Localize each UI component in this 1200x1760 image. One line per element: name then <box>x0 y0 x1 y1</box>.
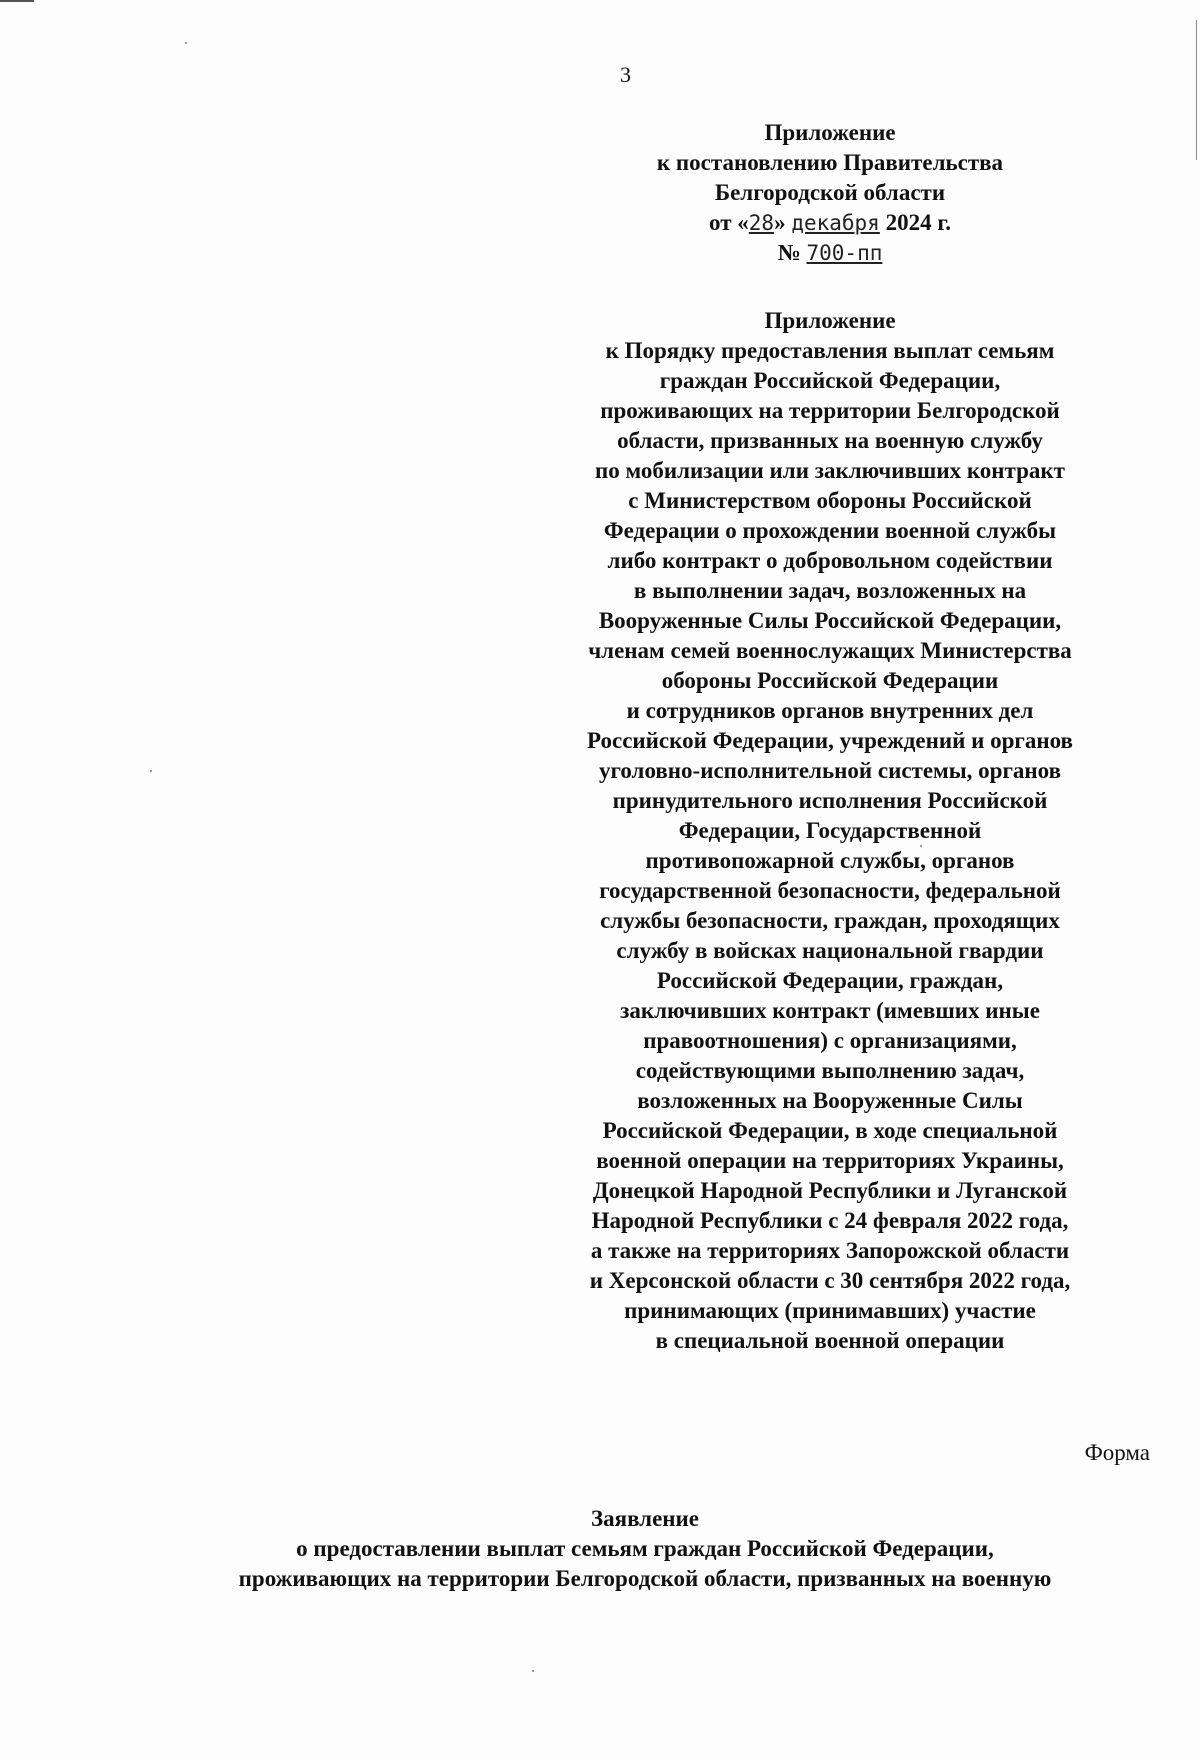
appendix-number <box>520 238 1140 268</box>
scan-speck <box>532 1670 534 1672</box>
form-label: Форма <box>1084 1440 1150 1465</box>
appendix-line: и сотрудников органов внутренних дел <box>626 698 1034 723</box>
appendix-line: заключивших контракт (имевших иные <box>620 998 1040 1023</box>
statement-subtitle <box>0 1534 1200 1594</box>
appendix-header-procedure <box>520 306 1140 1356</box>
appendix-line: обороны Российской Федерации <box>661 668 999 693</box>
appendix-line: проживающих на территории Белгородской <box>600 398 1060 423</box>
appendix-line: и Херсонской области с 30 сентября 2022 года, <box>589 1268 1071 1293</box>
appendix-line: а также на территориях Запорожской области <box>590 1238 1070 1263</box>
appendix-line: либо контракт о добровольном содействии <box>607 548 1053 573</box>
date-mid: » <box>774 210 792 235</box>
date-year: 2024 г. <box>879 210 951 235</box>
date-month: декабря <box>791 211 880 235</box>
appendix-title: Приложение <box>764 120 896 145</box>
appendix-line: Федерации о прохождении военной службы <box>603 518 1057 543</box>
appendix-line: по мобилизации или заключивших контракт <box>595 458 1065 483</box>
appendix-line: граждан Российской Федерации, <box>659 368 1001 393</box>
appendix-line: Белгородской области <box>714 180 946 205</box>
appendix-line: членам семей военнослужащих Министерства <box>588 638 1072 663</box>
date-prefix: от « <box>709 210 749 235</box>
scan-speck <box>185 42 187 44</box>
appendix-title: Приложение <box>764 308 896 333</box>
scan-speck <box>150 770 152 772</box>
statement-line: о предоставлении выплат семьям граждан Российской Федерации, <box>296 1536 994 1561</box>
appendix-line: службы безопасности, граждан, проходящих <box>600 908 1060 933</box>
appendix-line: уголовно-исполнительной системы, органов <box>598 758 1061 783</box>
scan-mark <box>0 0 34 2</box>
appendix-header-resolution <box>520 118 1140 268</box>
appendix-line: принимающих (принимавших) участие <box>624 1298 1036 1323</box>
scan-edge-line <box>1196 20 1197 160</box>
appendix-lines <box>520 336 1140 1356</box>
appendix-line: возложенных на Вооруженные Силы <box>637 1088 1023 1113</box>
appendix-line: Российской Федерации, граждан, <box>656 968 1004 993</box>
appendix-line: государственной безопасности, федеральной <box>599 878 1061 903</box>
appendix-line: Российской Федерации, в ходе специальной <box>602 1118 1058 1143</box>
appendix-line: военной операции на территориях Украины, <box>596 1148 1064 1173</box>
appendix-line: области, призванных на военную службу <box>617 428 1043 453</box>
page-number: 3 <box>620 62 631 87</box>
appendix-line: противопожарной службы, органов <box>645 848 1015 873</box>
appendix-line: Российской Федерации, учреждений и органов <box>587 728 1073 753</box>
appendix-line: Донецкой Народной Республики и Луганской <box>592 1178 1068 1203</box>
appendix-line: к Порядку предоставления выплат семьям <box>605 338 1055 363</box>
appendix-line: правоотношения) с организациями, <box>643 1028 1017 1053</box>
appendix-line: Федерации, Государственной <box>678 818 982 843</box>
appendix-line: с Министерством обороны Российской <box>628 488 1032 513</box>
statement-line: проживающих на территории Белгородской области, призванных на военную <box>238 1566 1052 1591</box>
appendix-date <box>520 208 1140 238</box>
appendix-line: Вооруженные Силы Российской Федерации, <box>598 608 1062 633</box>
appendix-line: принудительного исполнения Российской <box>612 788 1048 813</box>
statement-title: Заявление <box>590 1506 700 1531</box>
appendix-line: в выполнении задач, возложенных на <box>633 578 1027 603</box>
date-day: 28 <box>748 211 775 235</box>
number-prefix: № <box>777 240 807 265</box>
appendix-line: в специальной военной операции <box>655 1328 1005 1353</box>
appendix-line: службу в войсках национальной гвардии <box>616 938 1044 963</box>
appendix-line: Народной Республики с 24 февраля 2022 года, <box>591 1208 1069 1233</box>
appendix-line: содействующими выполнению задач, <box>635 1058 1025 1083</box>
number-value: 700-пп <box>806 241 883 265</box>
appendix-line: к постановлению Правительства <box>656 150 1004 175</box>
